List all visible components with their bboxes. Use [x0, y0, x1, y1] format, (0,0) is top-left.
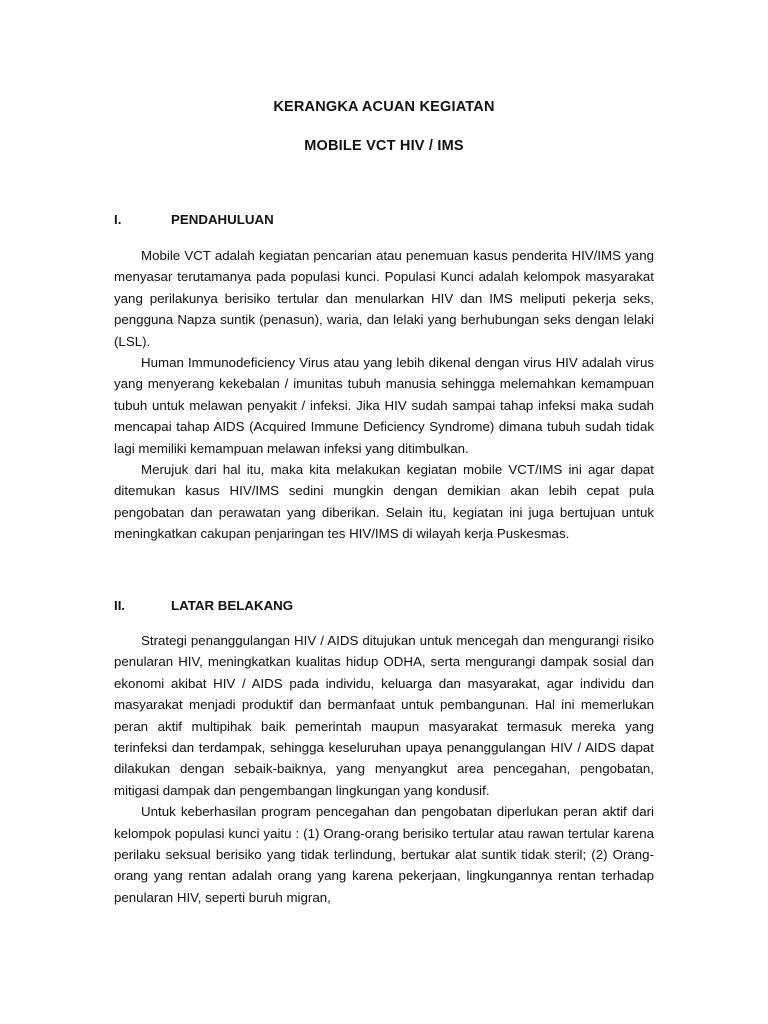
paragraph: Mobile VCT adalah kegiatan pencarian atau penemuan kasus penderita HIV/IMS yang menyasar terutamanya pada populasi kunci. Populasi Kunci adalah kelompok masyarakat yang perilakunya berisiko tertular dan menularkan HIV dan IMS meliputi pekerja seks, pengguna Napza suntik (penasun), waria, dan lelaki yang berhubungan seks dengan lelaki (LSL). — [114, 248, 654, 349]
section-body-latar-belakang — [114, 630, 654, 908]
section-body-pendahuluan — [114, 245, 654, 545]
paragraph: Strategi penanggulangan HIV / AIDS ditujukan untuk mencegah dan mengurangi risiko penularan HIV, meningkatkan kualitas hidup ODHA, serta mengurangi dampak sosial dan ekonomi akibat HIV / AIDS pada individu, keluarga dan masyarakat, agar individu dan masyarakat menjadi produktif dan bermanfaat untuk pembangunan. Hal ini memerlukan peran aktif multipihak baik pemerintah maupun masyarakat termasuk mereka yang terinfeksi dan terdampak, sehingga keseluruhan upaya penanggulangan HIV / AIDS dapat dilakukan dengan sebaik-baiknya, yang menyangkut area pencegahan, pengobatan, mitigasi dampak dan pengembangan lingkungan yang kondusif. — [114, 633, 654, 798]
section-heading-latar-belakang — [114, 598, 654, 613]
section-heading-pendahuluan — [114, 212, 654, 227]
section-title: PENDAHULUAN — [171, 212, 274, 227]
section-number: I. — [114, 212, 122, 227]
section-number: II. — [114, 598, 126, 613]
paragraph: Merujuk dari hal itu, maka kita melakukan kegiatan mobile VCT/IMS ini agar dapat ditemukan kasus HIV/IMS sedini mungkin dengan demikian akan lebih cepat pula pengobatan dan perawatan yang diberikan. Selain itu, kegiatan ini juga bertujuan untuk meningkatkan cakupan penjaringan tes HIV/IMS di wilayah kerja Puskesmas. — [114, 462, 654, 542]
document-subtitle: MOBILE VCT HIV / IMS — [304, 138, 464, 154]
paragraph: Human Immunodeficiency Virus atau yang lebih dikenal dengan virus HIV adalah virus yang menyerang kekebalan / imunitas tubuh manusia sehingga melemahkan kemampuan tubuh untuk melawan penyakit / infeksi. Jika HIV sudah sampai tahap infeksi maka sudah mencapai tahap AIDS (Acquired Immune Deficiency Syndrome) dimana tubuh sudah tidak lagi memiliki kemampuan melawan infeksi yang ditimbulkan. — [114, 355, 654, 456]
section-title: LATAR BELAKANG — [171, 598, 294, 613]
paragraph: Untuk keberhasilan program pencegahan dan pengobatan diperlukan peran aktif dari kelompok populasi kunci yaitu : (1) Orang-orang berisiko tertular atau rawan tertular karena perilaku seksual berisiko yang tidak terlindung, bertukar alat suntik tidak steril; (2) Orang-orang yang rentan adalah orang yang karena pekerjaan, lingkungannya rentan terhadap penularan HIV, seperti buruh migran, — [114, 804, 654, 905]
document-title: KERANGKA ACUAN KEGIATAN — [273, 99, 495, 115]
